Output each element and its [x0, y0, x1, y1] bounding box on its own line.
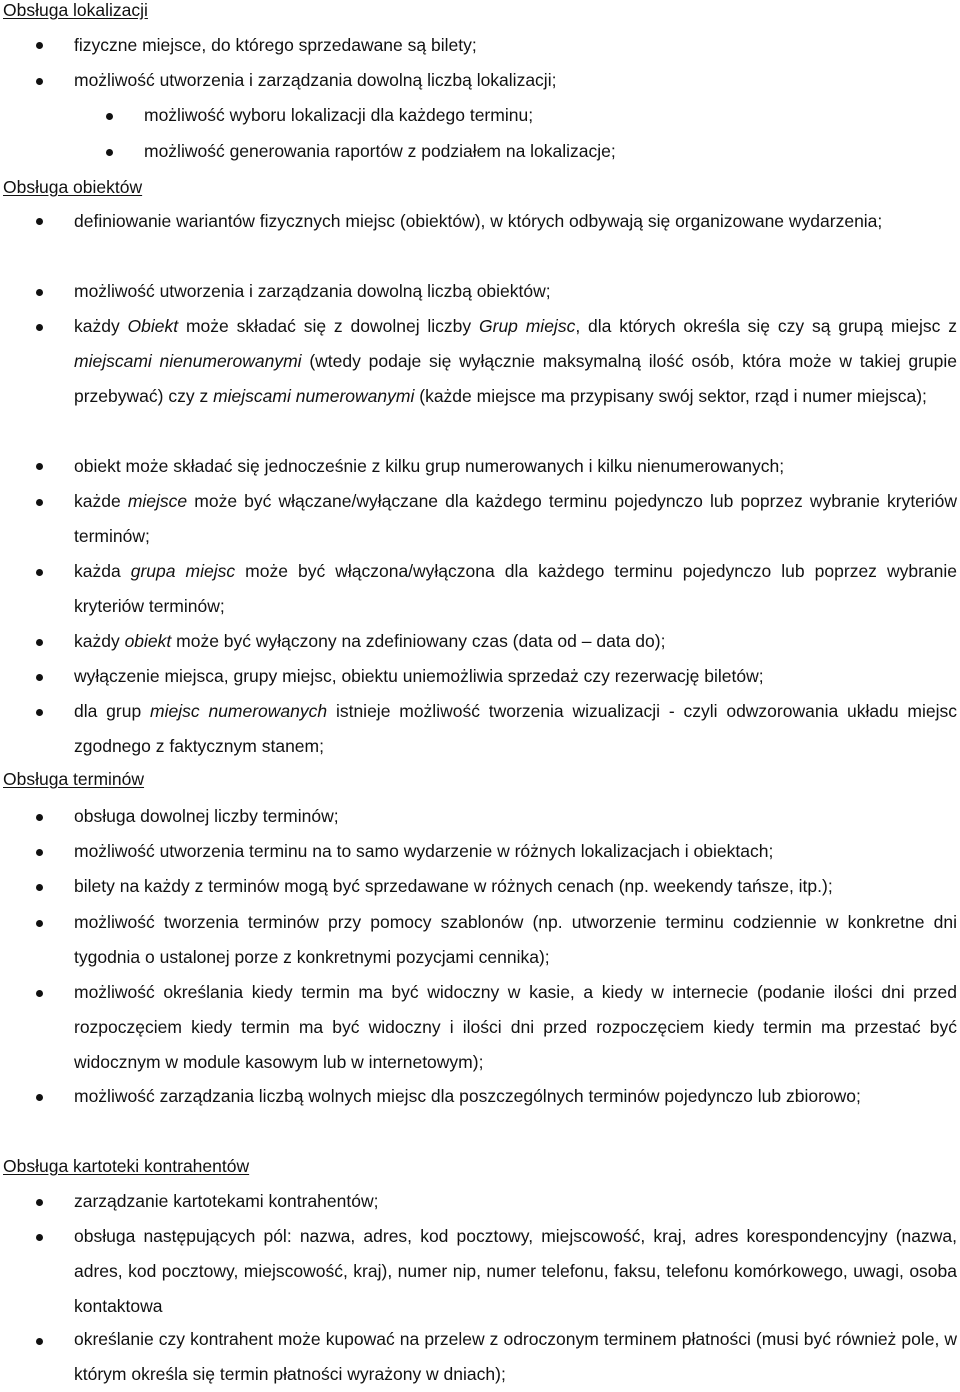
list-item: definiowanie wariantów fizycznych miejsc (obiektów), w których odbywają się organizowane wydarzenia; [74, 211, 883, 231]
list-item: wyłączenie miejsca, grupy miejsc, obiektu uniemożliwia sprzedaż czy rezerwację biletów; [74, 666, 764, 686]
bullet-icon [36, 499, 43, 506]
section-heading-lokalizacji: Obsługa lokalizacji [3, 0, 148, 20]
bullet-icon [36, 709, 43, 716]
section-heading-terminow: Obsługa terminów [3, 769, 145, 789]
list-item: określanie czy kontrahent może kupować na przelew z odroczonym terminem płatności (musi być również pole, w którym określa się termin płatności wyrażony w dniach); [74, 1329, 957, 1384]
list-item: każdy Obiekt może składać się z dowolnej liczby Grup miejsc, dla których określa się czy są grupą miejsc z miejscami nienumerowanymi (wtedy podaje się wyłącznie maksymalną ilość osób, która może w takiej grupie przebywać) czy z miejscami numerowanymi (każde miejsce ma przypisany swój sektor, rząd i numer miejsca); [74, 316, 957, 406]
list-item: możliwość utworzenia i zarządzania dowolną liczbą obiektów; [74, 281, 551, 301]
list-item: obsługa dowolnej liczby terminów; [74, 806, 339, 826]
section-heading-obiektow: Obsługa obiektów [3, 177, 143, 197]
list-item: obsługa następujących pól: nazwa, adres, kod pocztowy, miejscowość, kraj, adres korespondencyjny (nazwa, adres, kod pocztowy, miejscowość, kraj), numer nip, numer telefonu, faksu, telefonu komórkowego, uwagi, osoba kontaktowa [74, 1226, 957, 1316]
list-item: każdy obiekt może być wyłączony na zdefiniowany czas (data od – data do); [74, 631, 666, 651]
bullet-icon [36, 1199, 43, 1206]
bullet-icon [36, 849, 43, 856]
bullet-icon [36, 639, 43, 646]
bullet-icon [36, 289, 43, 296]
bullet-icon [36, 920, 43, 927]
bullet-icon [106, 113, 113, 120]
list-item: możliwość utworzenia i zarządzania dowolną liczbą lokalizacji; [74, 70, 557, 90]
bullet-icon [36, 990, 43, 997]
list-item: bilety na każdy z terminów mogą być sprzedawane w różnych cenach (np. weekendy tańsze, itp.); [74, 876, 833, 896]
list-item: dla grup miejsc numerowanych istnieje możliwość tworzenia wizualizacji - czyli odwzorowania układu miejsc zgodnego z faktycznym stanem; [74, 701, 958, 756]
bullet-icon [106, 149, 113, 156]
list-item: zarządzanie kartotekami kontrahentów; [74, 1191, 379, 1211]
list-item: możliwość utworzenia terminu na to samo wydarzenie w różnych lokalizacjach i obiektach; [74, 841, 774, 861]
bullet-icon [36, 324, 43, 331]
list-item: możliwość tworzenia terminów przy pomocy szablonów (np. utworzenie terminu codziennie w konkretne dni tygodnia o ustalonej porze z konkretnymi pozycjami cennika); [74, 912, 957, 967]
bullet-icon [36, 674, 43, 681]
bullet-icon [36, 884, 43, 891]
list-item: obiekt może składać się jednocześnie z kilku grup numerowanych i kilku nienumerowanych; [74, 456, 785, 476]
list-item: każde miejsce może być włączane/wyłączane dla każdego terminu pojedynczo lub poprzez wybranie kryteriów terminów; [74, 491, 957, 546]
list-item: każda grupa miejsc może być włączona/wyłączona dla każdego terminu pojedynczo lub poprzez wybranie kryteriów terminów; [74, 561, 957, 616]
section-heading-kontrahentow: Obsługa kartoteki kontrahentów [3, 1156, 250, 1176]
bullet-icon [36, 814, 43, 821]
list-item: możliwość zarządzania liczbą wolnych miejsc dla poszczególnych terminów pojedynczo lub zbiorowo; [74, 1086, 861, 1106]
bullet-icon [36, 569, 43, 576]
bullet-icon [36, 1094, 43, 1101]
list-item: możliwość generowania raportów z podziałem na lokalizacje; [144, 141, 616, 161]
bullet-icon [36, 1338, 43, 1345]
list-item: możliwość określania kiedy termin ma być widoczny w kasie, a kiedy w internecie (podanie ilości dni przed rozpoczęciem kiedy termin ma być widoczny i ilości dni przed rozpoczęciem kiedy termin ma przestać być widocznym w module kasowym lub w internetowym); [74, 982, 957, 1072]
bullet-icon [36, 42, 43, 49]
bullet-icon [36, 218, 43, 225]
list-item: możliwość wyboru lokalizacji dla każdego terminu; [144, 105, 534, 125]
list-item: fizyczne miejsce, do którego sprzedawane są bilety; [74, 35, 477, 55]
bullet-icon [36, 1234, 43, 1241]
bullet-icon [36, 463, 43, 470]
bullet-icon [36, 78, 43, 85]
